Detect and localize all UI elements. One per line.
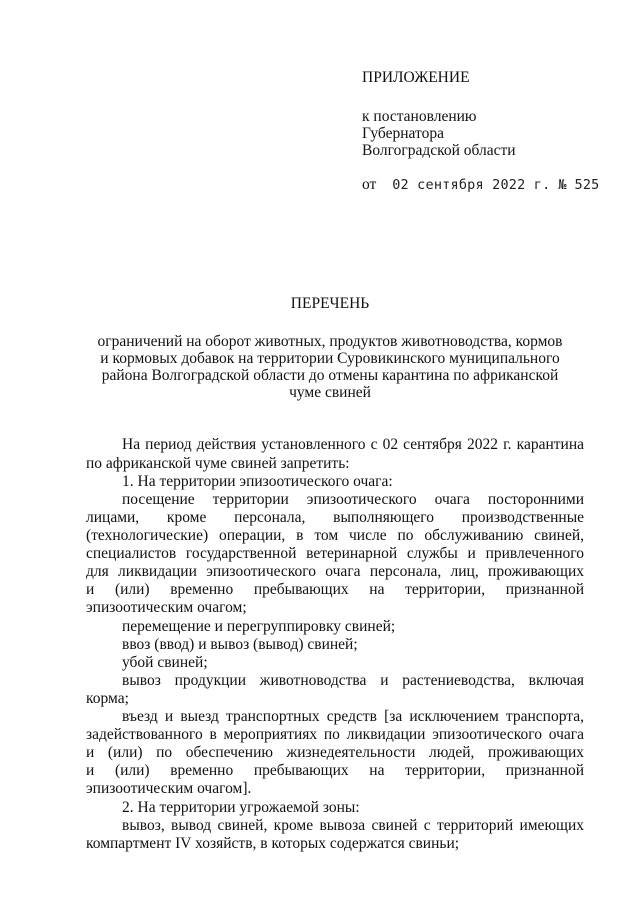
decree-date-line — [362, 175, 600, 195]
section-1-title: 1. На территории эпизоотического очага: — [122, 473, 393, 490]
subtitle-line-2: и кормовых добавок на территории Суровикинского муниципального — [100, 350, 560, 367]
s1-item6-line-5: эпизоотическим очагом]. — [86, 780, 252, 797]
s1-item6-line-3: и (или) по обеспечению жизнедеятельности людей, проживающих — [86, 744, 584, 761]
document-heading: ПЕРЕЧЕНЬ — [290, 295, 370, 312]
s2-item1-line-1: вывоз, вывод свиней, кроме вывоза свиней с территорий имеющих — [122, 817, 584, 834]
appendix-line-2: Губернатора — [362, 125, 444, 142]
s1-item1-line-3: (технологические) операции, в том числе по обслуживанию свиней, — [86, 527, 584, 544]
subtitle-line-1: ограничений на оборот животных, продуктов животноводства, кормов — [97, 333, 563, 350]
date-value: 02 сентября 2022 г. — [392, 177, 551, 193]
s1-item1-line-7: эпизоотическим очагом; — [86, 599, 247, 616]
section-2-title: 2. На территории угрожаемой зоны: — [122, 799, 360, 816]
appendix-line-3: Волгоградской области — [362, 142, 516, 159]
s1-item5-line-1: вывоз продукции животноводства и растениеводства, включая — [122, 672, 584, 689]
intro-line-1: На период действия установленного с 02 сентября 2022 г. карантина — [122, 436, 584, 453]
s1-item1-line-2: лицами, кроме персонала, выполняющего производственные — [86, 509, 584, 526]
s1-item1-line-4: специалистов государственной ветеринарной службы и привлеченного — [86, 545, 584, 562]
s1-item-4: убой свиней; — [122, 654, 208, 671]
subtitle-line-3: района Волгоградской области до отмены карантина по африканской — [101, 367, 559, 384]
date-prefix: от — [362, 176, 377, 193]
appendix-line-1: к постановлению — [362, 108, 477, 125]
s1-item1-line-6: и (или) временно пребывающих на территории, признанной — [86, 581, 584, 598]
s2-item1-line-2: компартмент IV хозяйств, в которых содержатся свиньи; — [86, 835, 460, 852]
intro-line-2: по африканской чуме свиней запретить: — [86, 455, 350, 472]
s1-item6-line-4: и (или) временно пребывающих на территории, признанной — [86, 762, 584, 779]
s1-item6-line-2: задействованного в мероприятиях по ликвидации эпизоотического очага — [86, 726, 584, 743]
number-value: 525 — [574, 177, 600, 193]
s1-item1-line-1: посещение территории эпизоотического очага посторонними — [122, 491, 584, 508]
s1-item5-line-2: корма; — [86, 690, 129, 707]
s1-item-3: ввоз (ввод) и вывоз (вывод) свиней; — [122, 636, 358, 653]
s1-item6-line-1: въезд и выезд транспортных средств [за исключением транспорта, — [122, 708, 584, 725]
subtitle-line-4: чуме свиней — [289, 384, 371, 401]
s1-item1-line-5: для ликвидации эпизоотического очага персонала, лиц, проживающих — [86, 563, 584, 580]
number-sign: № — [558, 177, 567, 193]
appendix-title: ПРИЛОЖЕНИЕ — [362, 69, 470, 86]
s1-item-2: перемещение и перегруппировку свиней; — [122, 618, 396, 635]
